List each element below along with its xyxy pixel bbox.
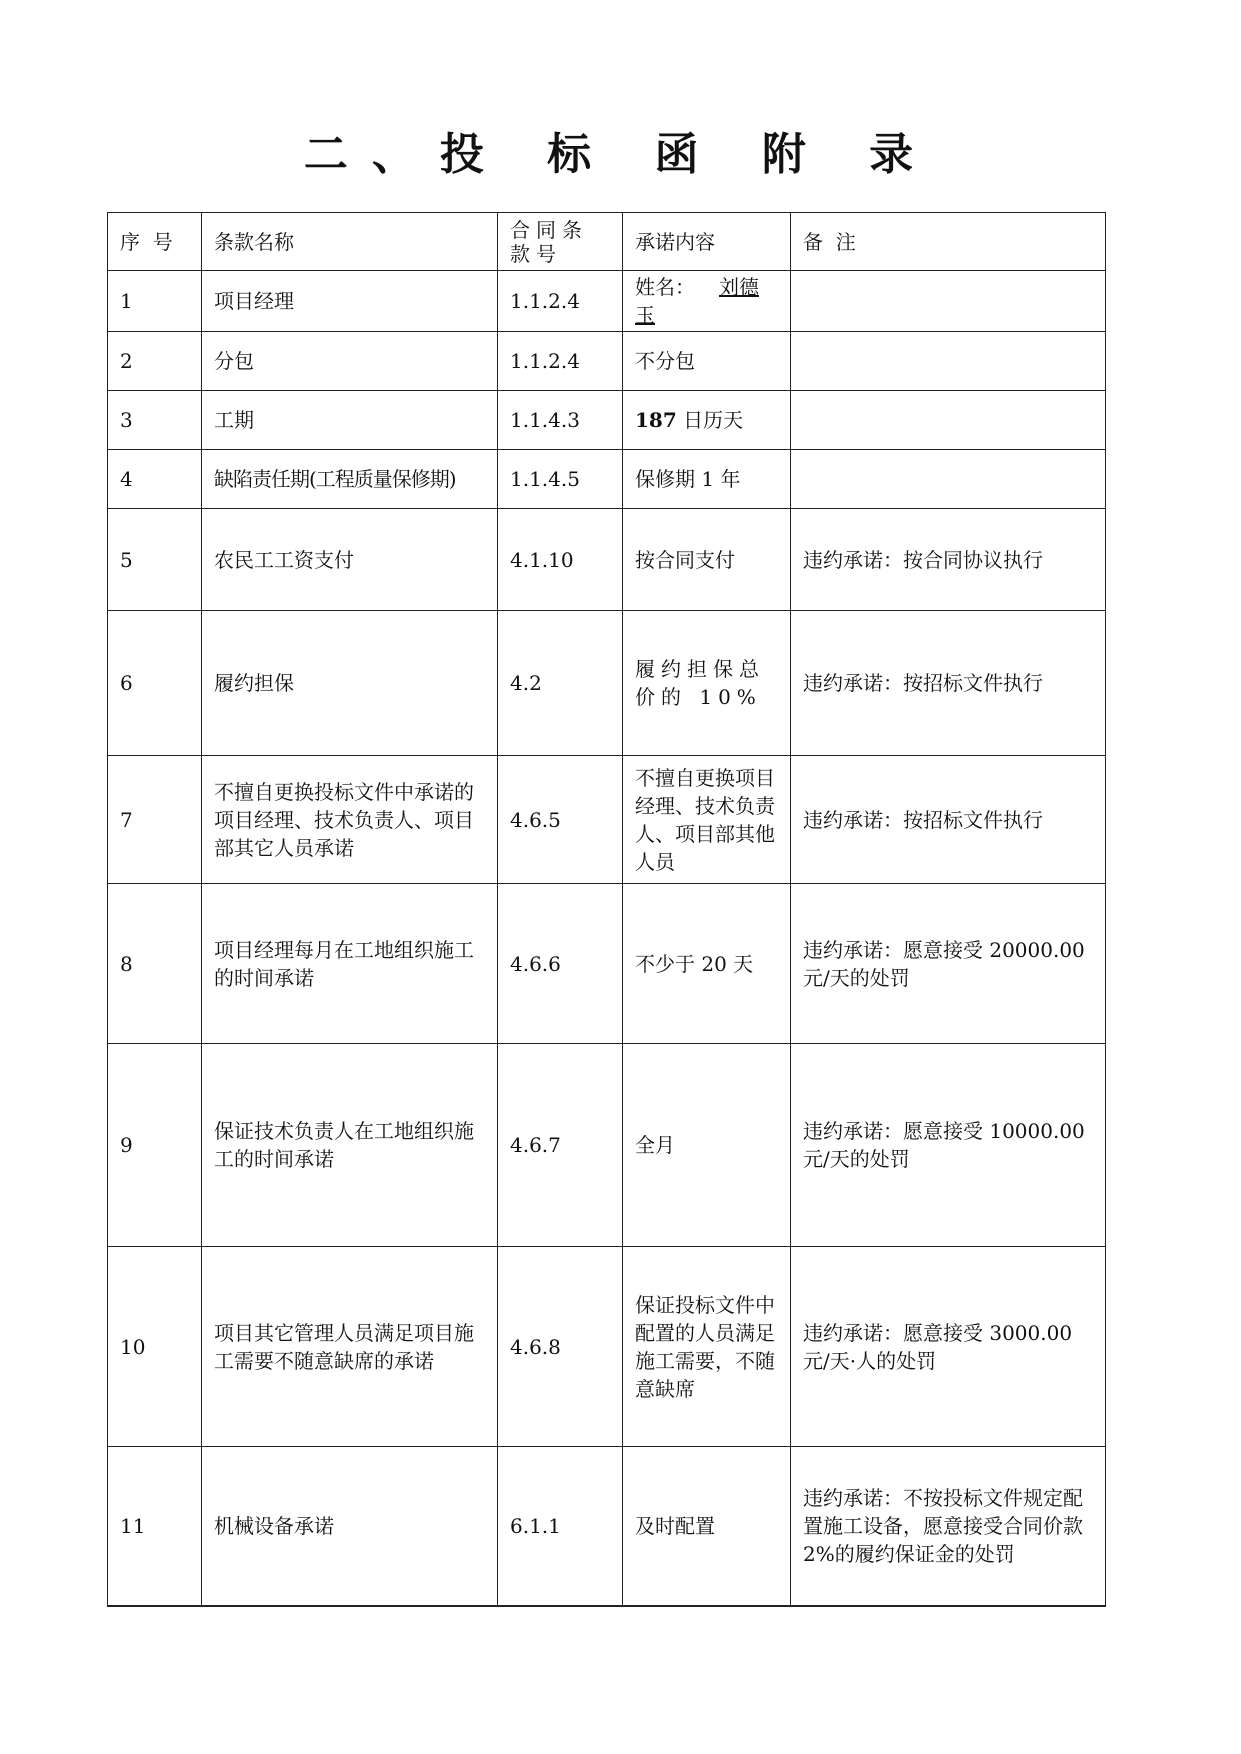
clause-no-cell: 4.1.10	[498, 509, 623, 611]
header-clause-no: 合同条款号	[498, 213, 623, 271]
header-row	[108, 213, 1106, 271]
table-row	[108, 1247, 1106, 1447]
seq-cell: 1	[108, 271, 202, 332]
clause-no-cell: 4.6.8	[498, 1247, 623, 1447]
remark-cell: 违约承诺：按招标文件执行	[791, 756, 1106, 884]
seq-cell: 10	[108, 1247, 202, 1447]
remark-cell: 违约承诺：愿意接受 10000.00 元/天的处罚	[791, 1044, 1106, 1247]
manager-name: 刘德玉	[635, 275, 759, 327]
table-row	[108, 1447, 1106, 1606]
bid-annex-table	[107, 212, 1106, 1607]
seq-cell: 4	[108, 450, 202, 509]
remark-cell: 违约承诺：按合同协议执行	[791, 509, 1106, 611]
clause-no-cell: 4.6.7	[498, 1044, 623, 1247]
table-row	[108, 611, 1106, 756]
commitment-cell: 全月	[623, 1044, 791, 1247]
duration-number: 187	[635, 408, 677, 432]
clause-no-cell: 4.6.5	[498, 756, 623, 884]
table-row	[108, 1044, 1106, 1247]
remark-cell	[791, 391, 1106, 450]
remark-cell: 违约承诺：不按投标文件规定配置施工设备，愿意接受合同价款 2%的履约保证金的处罚	[791, 1447, 1106, 1606]
remark-cell: 违约承诺：按招标文件执行	[791, 611, 1106, 756]
clause-name-cell: 机械设备承诺	[202, 1447, 498, 1606]
remark-cell	[791, 332, 1106, 391]
clause-no-cell: 1.1.4.5	[498, 450, 623, 509]
commitment-cell: 保证投标文件中配置的人员满足施工需要，不随意缺席	[623, 1247, 791, 1447]
seq-cell: 9	[108, 1044, 202, 1247]
seq-cell: 11	[108, 1447, 202, 1606]
table-row	[108, 332, 1106, 391]
table-row	[108, 450, 1106, 509]
table-row	[108, 509, 1106, 611]
clause-name-cell: 项目经理每月在工地组织施工的时间承诺	[202, 884, 498, 1044]
table-row	[108, 391, 1106, 450]
clause-name-cell: 缺陷责任期(工程质量保修期)	[202, 450, 498, 509]
header-seq: 序 号	[108, 213, 202, 271]
commitment-cell: 及时配置	[623, 1447, 791, 1606]
commitment-cell: 按合同支付	[623, 509, 791, 611]
clause-no-cell: 4.2	[498, 611, 623, 756]
seq-cell: 8	[108, 884, 202, 1044]
clause-name-cell: 项目其它管理人员满足项目施工需要不随意缺席的承诺	[202, 1247, 498, 1447]
page-title: 二、投 标 函 附 录	[303, 129, 938, 180]
clause-name-cell: 工期	[202, 391, 498, 450]
clause-name-cell: 项目经理	[202, 271, 498, 332]
commitment-cell: 保修期 1 年	[623, 450, 791, 509]
clause-no-cell: 4.6.6	[498, 884, 623, 1044]
seq-cell: 7	[108, 756, 202, 884]
clause-no-cell: 1.1.4.3	[498, 391, 623, 450]
remark-cell: 违约承诺：愿意接受 20000.00 元/天的处罚	[791, 884, 1106, 1044]
header-commitment: 承诺内容	[623, 213, 791, 271]
commitment-label: 姓名：	[635, 275, 695, 299]
table-row	[108, 271, 1106, 332]
clause-no-cell: 1.1.2.4	[498, 271, 623, 332]
clause-name-cell: 不擅自更换投标文件中承诺的项目经理、技术负责人、项目部其它人员承诺	[202, 756, 498, 884]
commitment-cell: 不少于 20 天	[623, 884, 791, 1044]
commitment-cell: 不分包	[623, 332, 791, 391]
table-row	[108, 756, 1106, 884]
seq-cell: 6	[108, 611, 202, 756]
header-clause-name: 条款名称	[202, 213, 498, 271]
commitment-cell: 不擅自更换项目经理、技术负责人、项目部其他人员	[623, 756, 791, 884]
clause-name-cell: 分包	[202, 332, 498, 391]
clause-name-cell: 农民工工资支付	[202, 509, 498, 611]
clause-name-cell: 保证技术负责人在工地组织施工的时间承诺	[202, 1044, 498, 1247]
clause-no-cell: 6.1.1	[498, 1447, 623, 1606]
table-row	[108, 884, 1106, 1044]
remark-cell	[791, 271, 1106, 332]
duration-unit: 日历天	[683, 408, 744, 432]
remark-cell	[791, 450, 1106, 509]
seq-cell: 3	[108, 391, 202, 450]
commitment-cell	[623, 271, 791, 332]
commitment-cell	[623, 391, 791, 450]
clause-no-cell: 1.1.2.4	[498, 332, 623, 391]
seq-cell: 5	[108, 509, 202, 611]
clause-name-cell: 履约担保	[202, 611, 498, 756]
remark-cell: 违约承诺：愿意接受 3000.00 元/天·人的处罚	[791, 1247, 1106, 1447]
commitment-cell: 履约担保总价的 10%	[623, 611, 791, 756]
seq-cell: 2	[108, 332, 202, 391]
header-remark: 备 注	[791, 213, 1106, 271]
